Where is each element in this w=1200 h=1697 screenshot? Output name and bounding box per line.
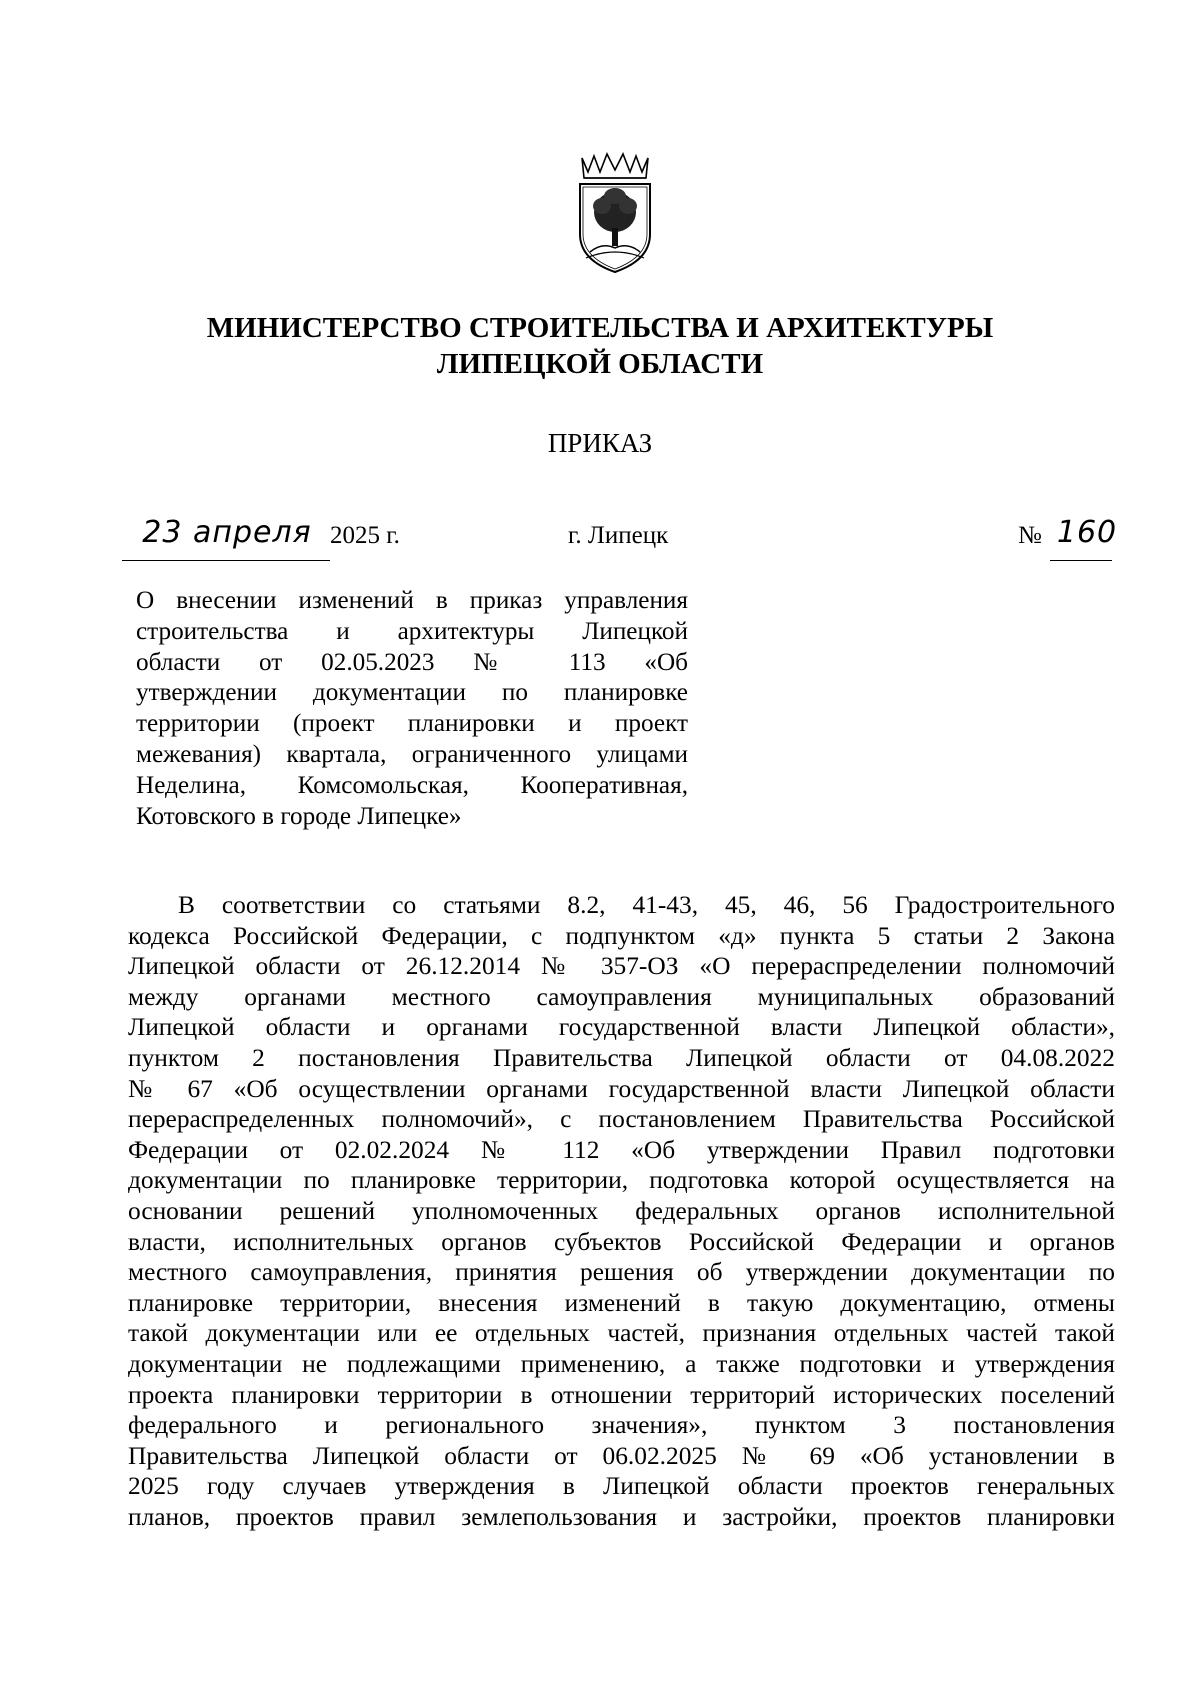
subject-line: области от 02.05.2023 № 113 «Об <box>136 648 688 676</box>
body-line: № 67 «Об осуществлении органами государственной власти Липецкой области <box>128 1074 1115 1103</box>
body-line: такой документации или ее отдельных частей, признания отдельных частей такой <box>128 1319 1115 1348</box>
body-line: основании решений уполномоченных федеральных органов исполнительной <box>128 1196 1115 1225</box>
subject-line: строительства и архитектуры Липецкой <box>136 617 688 645</box>
subject-line: Неделина, Комсомольская, Кооперативная, <box>136 771 688 799</box>
order-number-label: № <box>1018 522 1042 549</box>
body-line: 2025 году случаев утверждения в Липецкой области проектов генеральных <box>128 1472 1115 1501</box>
body-line: перераспределенных полномочий», с постановлением Правительства Российской <box>128 1105 1115 1134</box>
body-line: пунктом 2 постановления Правительства Липецкой области от 04.08.2022 <box>128 1043 1115 1072</box>
ministry-line-1: МИНИСТЕРСТВО СТРОИТЕЛЬСТВА И АРХИТЕКТУРЫ <box>206 312 994 344</box>
subject-line: утверждении документации по планировке <box>136 679 688 707</box>
subject-line: Котовского в городе Липецке» <box>136 802 462 830</box>
body-line: Липецкой области от 26.12.2014 № 357-ОЗ «О перераспределении полномочий <box>128 952 1115 981</box>
body-line: документации по планировке территории, подготовка которой осуществляется на <box>128 1166 1115 1195</box>
coat-of-arms-icon <box>572 152 658 276</box>
body-line: федерального и регионального значения», пунктом 3 постановления <box>128 1411 1115 1440</box>
body-line: документации не подлежащими применению, а также подготовки и утверждения <box>128 1349 1115 1378</box>
ministry-line-2: ЛИПЕЦКОЙ ОБЛАСТИ <box>436 348 764 380</box>
body-line: Федерации от 02.02.2024 № 112 «Об утверждении Правил подготовки <box>128 1135 1115 1164</box>
order-subject <box>136 586 688 832</box>
handwritten-date: 23 апреля <box>142 515 312 550</box>
ministry-title <box>0 310 1200 382</box>
subject-line: территории (проект планировки и проект <box>136 710 688 738</box>
subject-line: межевания) квартала, ограниченного улицами <box>136 740 688 768</box>
document-type: ПРИКАЗ <box>547 428 653 458</box>
body-line: проекта планировки территории в отношении территорий исторических поселений <box>128 1380 1115 1409</box>
body-line: Правительства Липецкой области от 06.02.2025 № 69 «Об установлении в <box>128 1441 1115 1470</box>
body-line: местного самоуправления, принятия решения об утверждении документации по <box>128 1258 1115 1287</box>
order-city: г. Липецк <box>568 522 669 549</box>
subject-line: О внесении изменений в приказ управления <box>136 587 688 614</box>
number-underline <box>1050 560 1112 561</box>
order-body <box>128 890 1115 1532</box>
date-underline <box>122 560 330 561</box>
body-line: планов, проектов правил землепользования и застройки, проектов планировки <box>128 1502 1115 1531</box>
order-year: 2025 г. <box>330 522 400 549</box>
body-line: Липецкой области и органами государственной власти Липецкой области», <box>128 1013 1115 1042</box>
body-line: власти, исполнительных органов субъектов Российской Федерации и органов <box>128 1227 1115 1256</box>
body-line: между органами местного самоуправления муниципальных образований <box>128 982 1115 1011</box>
handwritten-number: 160 <box>1056 515 1118 550</box>
body-line: кодекса Российской Федерации, с подпунктом «д» пункта 5 статьи 2 Закона <box>128 921 1115 950</box>
body-line: В соответствии со статьями 8.2, 41-43, 45, 46, 56 Градостроительного <box>178 891 1115 919</box>
body-line: планировке территории, внесения изменений в такую документацию, отмены <box>128 1288 1115 1317</box>
